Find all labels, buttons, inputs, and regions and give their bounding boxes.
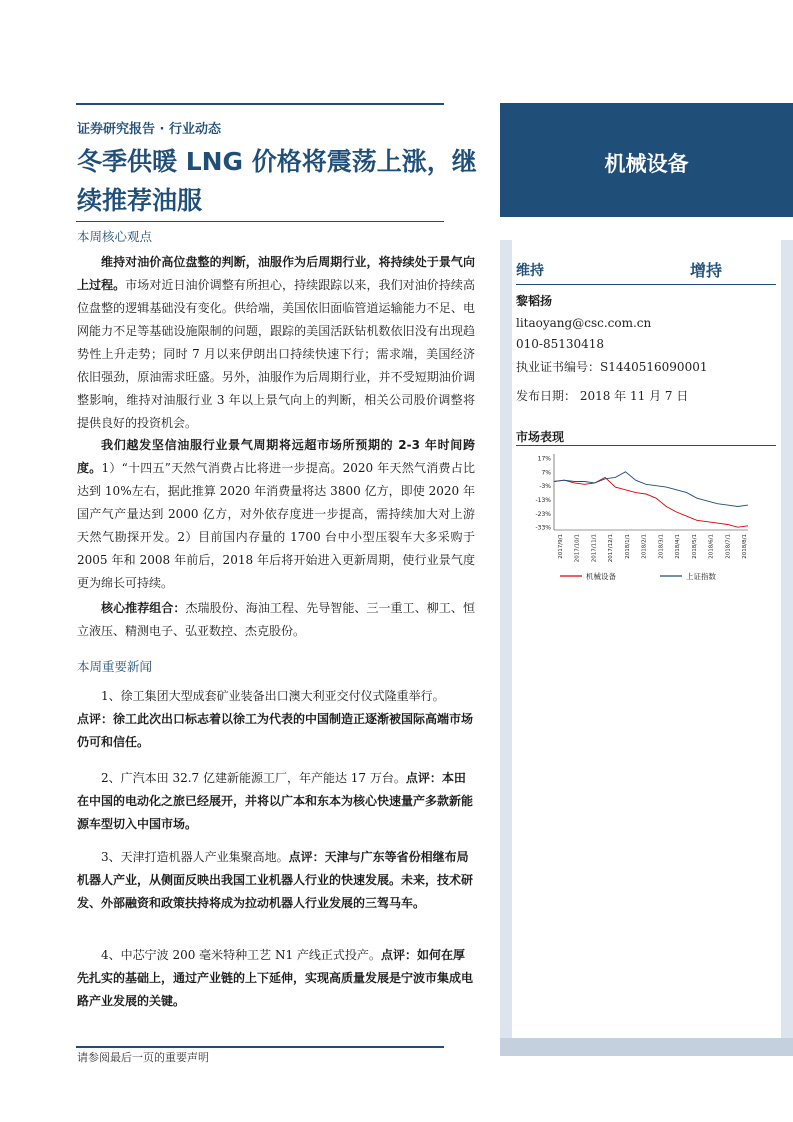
core-paragraph-3-bold: 核心推荐组合： [101, 601, 186, 615]
rating-previous: 维持 [516, 263, 544, 279]
chart-x-tick-label: 2017/12/1 [608, 534, 615, 563]
chart-y-tick-label: -13% [535, 497, 551, 505]
chart-x-tick-label: 2017/11/1 [591, 534, 598, 563]
chart-y-tick-label: -3% [539, 483, 551, 491]
footer-rule [76, 1046, 444, 1048]
analyst-license: 执业证书编号：S1440516090001 [516, 360, 708, 374]
rating-row [516, 258, 776, 284]
core-paragraph-2-bold: 我们越发坚信油服行业景气周期将远超市场所预期的 2-3 年时间跨度。 [77, 438, 475, 475]
news-item-lead: 2、广汽本田 32.7 亿建新能源工厂，年产能达 17 万台。 [101, 771, 406, 785]
chart-y-tick-label: -33% [535, 524, 551, 532]
chart-x-tick-label: 2018/4/1 [675, 534, 682, 559]
news-item [77, 944, 475, 1013]
news-heading: 本周重要新闻 [77, 659, 153, 674]
news-item-lead: 1、徐工集团大型成套矿业装备出口澳大利亚交付仪式隆重举行。 [101, 689, 445, 703]
news-item-comment: 点评：天津与广东等省份相继布局机器人产业，从侧面反映出我国工业机器人行业的快速发展。未来，技术研发、外部融资和政策扶持将成为拉动机器人行业发展的三驾马车。 [77, 850, 474, 910]
core-paragraph-2-text: 1）“十四五”天然气消费占比将进一步提高。2020 年天然气消费占比达到 10%左右，据此推算 2020 年消费量将达 3800 亿方，即使 2020 年国产气产量达到 2000 亿方，对外依存度进一步提高，需持续加大对上游天然气勘探开发。2）目前国内存量的 1700 台中小型压裂车大多采购于 2005 年和 2008 年前后，2018 年后将开始进入更新周期，使行业景气度更为绵长可持续。 [77, 461, 475, 590]
core-paragraph-1-text: 市场对近日油价调整有所担心，持续跟踪以来，我们对油价持续高位盘整的逻辑基础没有变化。供给端，美国依旧面临管道运输能力不足、电网能力不足等基础设施限制的问题，跟踪的美国活跃钻机数依旧没有出现趋势性上升走势；同时 7 月以来伊朗出口持续快速下行；需求端，美国经济依旧强劲，原油需求旺盛。另外，油服作为后周期行业，并不受短期油价调整影响，维持对油服行业 3 年以上景气向上的判断，相关公司股价调整将提供良好的投资机会。 [77, 278, 475, 430]
news-item [77, 685, 475, 754]
chart-x-tick-label: 2018/5/1 [691, 534, 698, 559]
chart-y-tick-label: 17% [537, 455, 551, 463]
news-item-lead: 3、天津打造机器人产业集聚高地。 [101, 850, 289, 864]
chart-y-tick-label: 7% [541, 469, 551, 477]
news-item-comment: 点评：徐工此次出口标志着以徐工为代表的中国制造正逐渐被国际高端市场仍可和信任。 [77, 712, 474, 749]
chart-title: 市场表现 [516, 430, 565, 444]
market-performance-chart [512, 448, 780, 588]
sidebar-bottom-band [500, 1038, 793, 1056]
core-paragraph-3-text: 杰瑞股份、海油工程、先导智能、三一重工、柳工、恒立液压、精测电子、弘亚数控、杰克股份。 [77, 601, 475, 638]
chart-x-tick-label: 2018/7/1 [725, 534, 732, 559]
header-rule [76, 103, 444, 105]
analyst-email[interactable]: litaoyang@csc.com.cn [516, 316, 652, 330]
publish-date: 发布日期： 2018 年 11 月 7 日 [516, 389, 689, 403]
chart-series-line [554, 472, 748, 507]
chart-legend-label: 上证指数 [686, 572, 716, 581]
core-paragraph-3 [77, 597, 475, 643]
report-title: 冬季供暖 LNG 价格将震荡上涨，继续推荐油服 [77, 147, 477, 215]
chart-x-tick-label: 2018/2/1 [641, 534, 648, 559]
chart-x-tick-label: 2018/3/1 [658, 534, 665, 559]
analyst-phone: 010-85130418 [516, 337, 605, 351]
chart-x-tick-label: 2018/1/1 [624, 534, 631, 559]
title-rule [76, 221, 444, 222]
core-heading: 本周核心观点 [77, 229, 153, 244]
news-item [77, 767, 475, 836]
news-item-comment: 点评：如何在厚先扎实的基础上，通过产业链的上下延伸，实现高质量发展是宁波市集成电路产业发展的关键。 [77, 948, 474, 1008]
chart-x-tick-label: 2018/8/1 [742, 534, 748, 559]
sector-name: 机械设备 [604, 152, 689, 176]
rating-divider [516, 284, 776, 285]
report-type: 证券研究报告 · 行业动态 [77, 122, 221, 137]
news-item [77, 846, 475, 915]
chart-y-tick-label: -23% [535, 510, 551, 518]
news-item-comment: 点评：本田在中国的电动化之旅已经展开，并将以广本和东本为核心快速量产多款新能源车型切入中国市场。 [77, 771, 474, 831]
core-paragraph-2 [77, 434, 475, 595]
analyst-name: 黎韬扬 [516, 294, 553, 308]
chart-x-tick-label: 2018/6/1 [708, 534, 715, 559]
chart-x-tick-label: 2017/10/1 [574, 534, 581, 563]
news-item-lead: 4、中芯宁波 200 毫米特种工艺 N1 产线正式投产。 [101, 948, 381, 962]
core-paragraph-1-bold: 维持对油价高位盘整的判断，油服作为后周期行业，将持续处于景气向上过程。 [77, 255, 475, 292]
chart-legend-label: 机械设备 [586, 572, 616, 581]
footer-note: 请参阅最后一页的重要声明 [77, 1051, 209, 1064]
core-paragraph-1 [77, 251, 475, 435]
chart-title-divider [516, 445, 776, 446]
chart-x-tick-label: 2017/9/1 [558, 534, 564, 559]
rating-current: 增持 [690, 261, 723, 280]
